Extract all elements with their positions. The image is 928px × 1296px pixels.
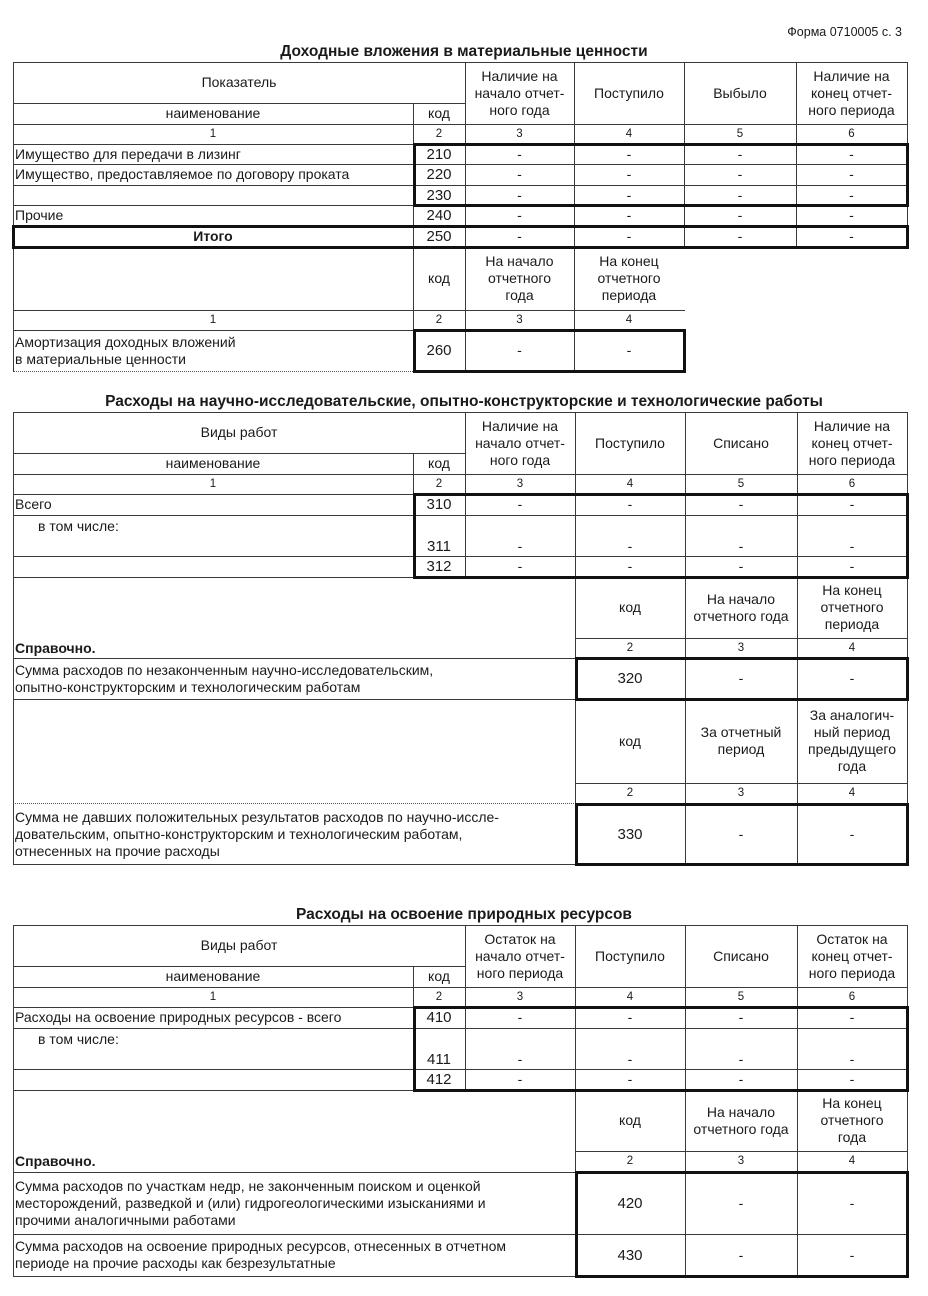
row-code: 330 [617,825,643,843]
colnum: 6 [848,990,856,1003]
sub-header-col4: На конец отчетного периода [597,253,661,303]
row-code: 311 [427,537,451,555]
row-code: 420 [617,1194,643,1212]
cell-value: - [849,1246,855,1263]
header-indicator: Показатель [201,74,277,90]
row-name: Сумма расходов на освоение природных ресурсов, отнесенных в отчетном периоде на прочие расходы как безрезультатные [15,1238,506,1271]
colnum: 4 [626,477,634,490]
cell-value: - [626,228,632,244]
header-name: наименование [165,455,261,471]
header-col3: Остаток на начало отчет- ного периода [475,930,565,981]
colnum: 4 [848,641,856,654]
colnum: 4 [625,313,633,326]
form-number: Форма 0710005 с. 3 [787,25,902,39]
cell-value: - [627,496,633,512]
row-code: 220 [426,166,452,183]
row-name: Сумма расходов по участкам недр, не законченным поиском и оценкой месторождений, разведкой и (или) гидрогеологическими изысканиями и прочими аналогичными работами [15,1177,486,1228]
header-code: код [428,455,450,471]
cell-value: - [517,1050,523,1067]
cell-value: - [627,537,633,554]
cell-value: - [849,496,855,512]
header-col4: Поступило [594,84,664,101]
colnum: 2 [626,1155,634,1167]
row-name: Имущество для передачи в лизинг [15,145,241,162]
cell-value: - [849,228,854,244]
cell-value: - [626,186,632,203]
cell-value: - [517,186,522,203]
section-title: Расходы на научно-исследовательские, опытно-конструкторские и технологические работы [105,393,823,410]
ref-header-col3: На начало отчетного года [693,1103,789,1137]
header-col3: Наличие на начало отчет- ного года [474,67,565,118]
cell-value: - [849,1009,855,1025]
cell-value: - [738,670,744,686]
cell-value: - [517,496,523,512]
cell-value: - [517,166,522,182]
ref-header-code: код [619,1112,641,1128]
cell-value: - [849,537,855,554]
header-col5: Списано [713,434,769,451]
row-code: 430 [617,1246,643,1264]
cell-value: - [737,228,743,244]
colnum: 3 [737,641,745,654]
cell-value: - [627,1009,633,1025]
including-label: в том числе: [38,1030,119,1047]
header-code: код [428,105,450,121]
header-col3: Наличие на начало отчет- ного года [475,417,565,468]
cell-value: - [849,1071,855,1087]
row-code: 250 [426,228,452,245]
cell-value: - [738,558,744,574]
colnum: 2 [435,477,443,490]
cell-value: - [737,207,743,223]
cell-value: - [849,558,855,574]
colnum: 4 [626,990,634,1003]
including-label: в том числе: [38,517,119,534]
cell-value: - [626,166,632,182]
colnum: 2 [626,786,634,799]
cell-value: - [517,342,522,358]
header-col4: Поступило [595,947,665,964]
section-title: Доходные вложения в материальные ценности [280,43,648,60]
ref-header-col4: На конец отчетного года [820,1095,884,1145]
colnum: 2 [435,127,443,140]
cell-value: - [737,145,743,162]
row-code: 310 [426,496,452,513]
cell-value: - [627,558,633,574]
row-name: Итого [193,228,233,244]
cell-value: - [849,166,854,182]
ref-header-col3: За отчетный период [700,724,782,757]
sub-header-code: код [428,270,450,286]
cell-value: - [849,186,854,203]
row-name: Имущество, предоставляемое по договору проката [15,166,350,182]
colnum: 1 [209,127,217,140]
cell-value: - [738,496,744,512]
colnum: 5 [736,127,744,140]
row-code: 410 [426,1009,452,1026]
reference-label: Справочно. [15,639,96,656]
cell-value: - [849,1050,855,1067]
row-code: 411 [427,1050,451,1068]
header-name: наименование [165,968,261,984]
cell-value: - [737,166,743,182]
cell-value: - [517,558,523,574]
row-name: Прочие [15,207,64,223]
row-code: 210 [426,145,452,163]
cell-value: - [517,537,523,554]
row-name: Расходы на освоение природных ресурсов - всего [15,1009,342,1025]
colnum: 1 [209,990,217,1003]
header-col4: Поступило [595,434,665,451]
cell-value: - [849,825,855,842]
row-name [15,185,411,205]
cell-value: - [738,825,744,842]
header-code: код [428,968,450,984]
colnum: 2 [626,641,634,654]
header-col6: Наличие на конец отчет- ного периода [808,67,895,118]
header-indicator: Виды работ [200,424,278,440]
row-code: 312 [426,558,452,575]
cell-value: - [517,1009,523,1025]
colnum: 1 [209,313,217,326]
row-name: Сумма расходов по незаконченным научно-исследовательским, опытно-конструкторским и технологическим работам [15,661,434,695]
cell-value: - [626,342,632,358]
row-name: Сумма не давших положительных результатов расходов по научно-иссле- довательским, опытно-конструкторским и технологическим работам, отнесенных на прочие расходы [15,809,499,859]
colnum: 5 [737,477,745,490]
header-col5: Списано [713,947,769,964]
cell-value: - [738,1009,744,1025]
cell-value: - [849,1194,855,1211]
header-col5: Выбыло [713,84,767,101]
cell-value: - [517,145,522,162]
cell-value: - [738,1050,744,1067]
cell-value: - [849,207,854,223]
cell-value: - [517,1071,523,1087]
colnum: 6 [848,477,856,490]
colnum: 3 [737,1155,745,1167]
header-col6: Наличие на конец отчет- ного периода [808,417,896,468]
cell-value: - [627,1050,633,1067]
cell-value: - [517,207,522,223]
ref-header-code: код [619,732,641,749]
reference-label: Справочно. [15,1153,96,1169]
colnum: 3 [737,786,745,799]
ref-header-col4: На конец отчетного периода [820,582,884,632]
header-name: наименование [165,105,261,121]
cell-value: - [849,145,854,162]
cell-value: - [737,186,743,203]
colnum: 2 [435,313,443,326]
row-name: Амортизация доходных вложений в материальные ценности [15,333,236,367]
cell-value: - [738,1194,744,1211]
colnum: 2 [435,990,443,1003]
ref-header-col4: За аналогич- ный период предыдущего года [808,707,896,774]
header-indicator: Виды работ [200,937,278,953]
row-code: 260 [426,342,452,359]
row-code: 240 [426,207,452,224]
cell-value: - [627,1071,633,1087]
row-code: 230 [426,186,452,204]
cell-value: - [738,537,744,554]
colnum: 4 [848,786,856,799]
sub-header-col3: На начало отчетного года [485,253,554,303]
cell-value: - [626,145,632,162]
colnum: 4 [625,127,633,140]
section-title: Расходы на освоение природных ресурсов [296,906,632,923]
colnum: 3 [516,313,523,326]
row-code: 320 [617,670,643,687]
row-name: Всего [15,496,52,512]
header-col6: Остаток на конец отчет- ного периода [808,930,896,981]
cell-value: - [738,1071,744,1087]
cell-value: - [738,1246,744,1263]
row-code: 412 [426,1071,452,1088]
ref-header-col3: На начало отчетного года [693,590,789,624]
colnum: 4 [848,1155,856,1167]
colnum: 3 [516,127,523,140]
colnum: 3 [516,990,524,1003]
colnum: 3 [516,477,524,490]
cell-value: - [517,228,522,244]
ref-header-code: код [619,599,641,615]
colnum: 5 [737,990,745,1003]
colnum: 1 [209,477,217,490]
cell-value: - [626,207,632,223]
cell-value: - [849,670,855,686]
colnum: 6 [848,127,855,140]
